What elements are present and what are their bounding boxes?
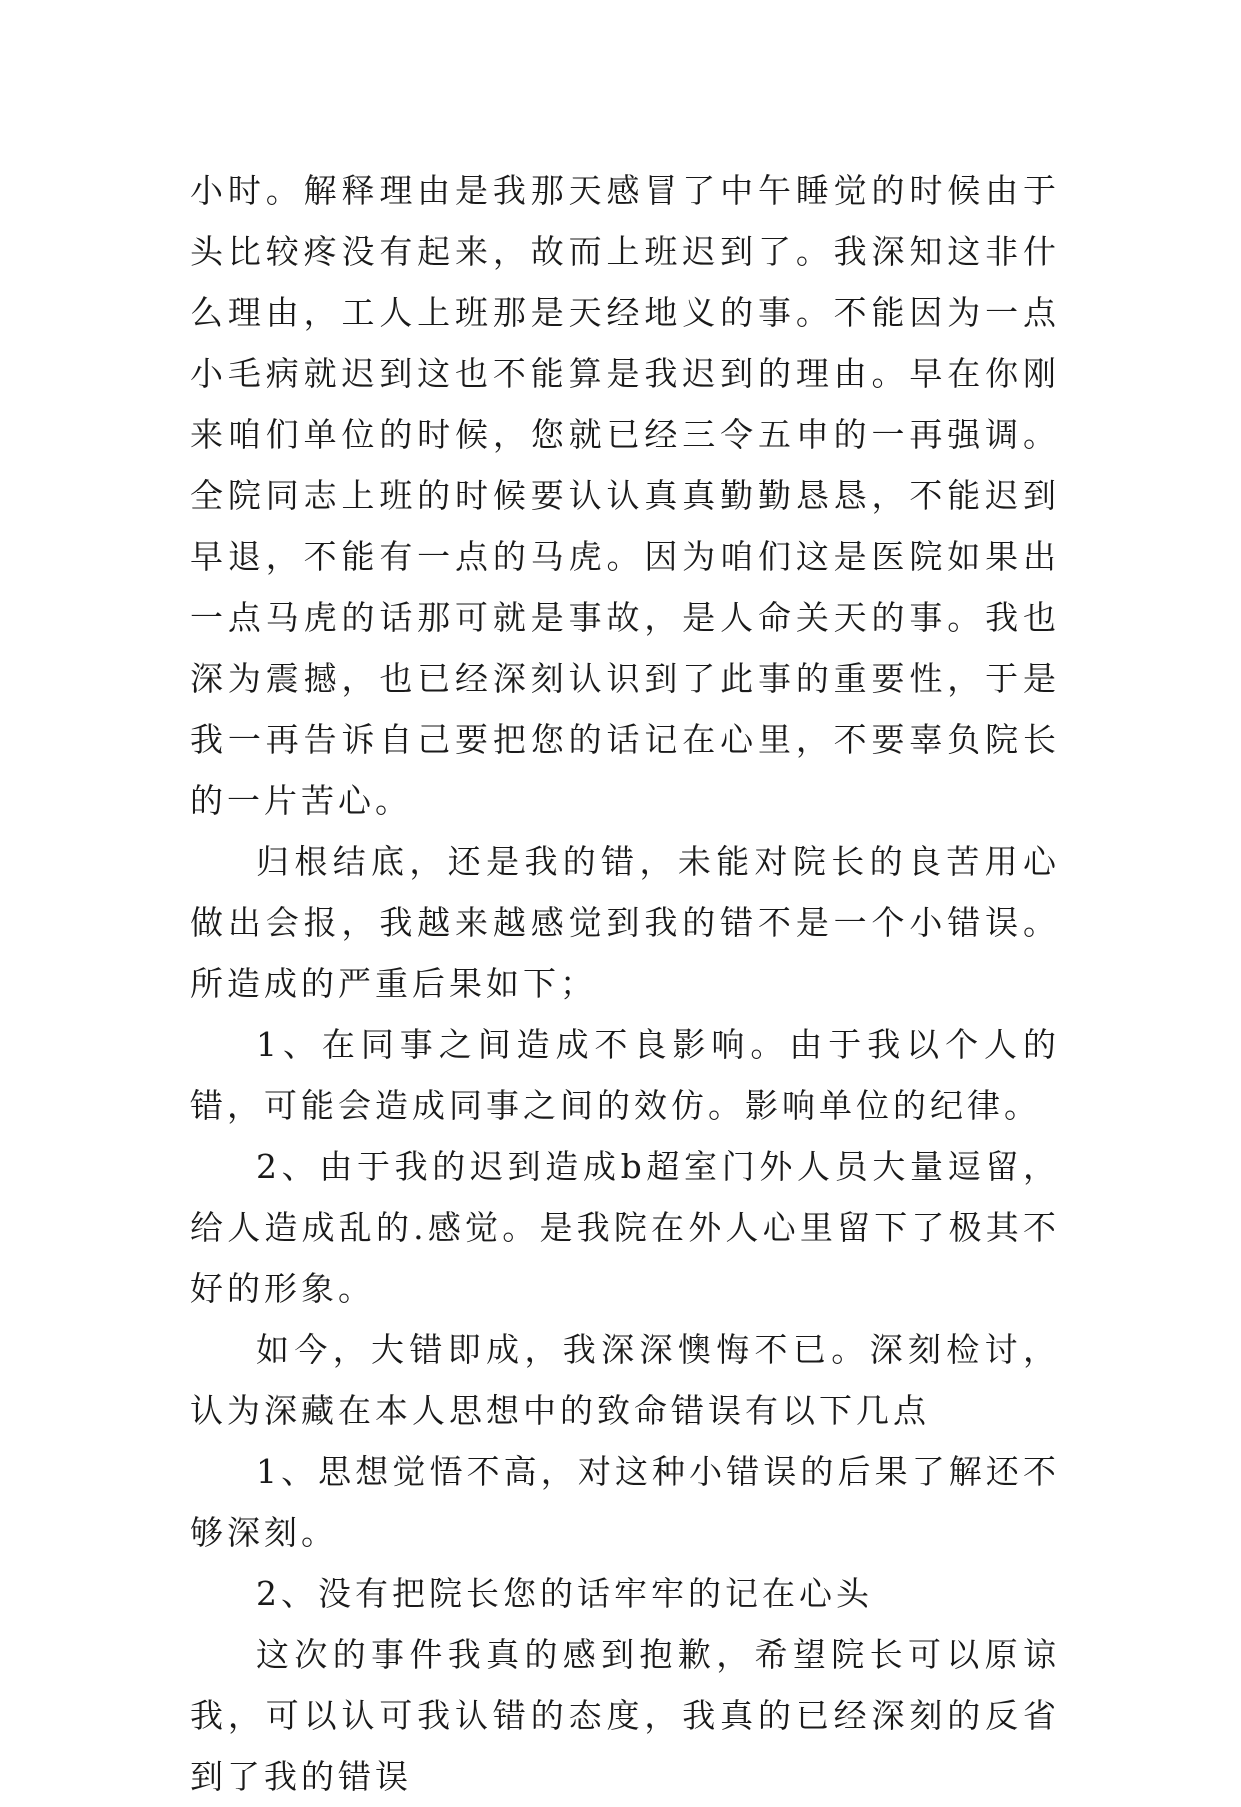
paragraph-1: 小时。解释理由是我那天感冒了中午睡觉的时候由于头比较疼没有起来，故而上班迟到了。我深知这非什么理由，工人上班那是天经地义的事。不能因为一点小毛病就迟到这也不能算是我迟到的理由。早在你刚来咱们单位的时候，您就已经三令五申的一再强调。全院同志上班的时候要认认真真勤勤恳恳，不能迟到早退，不能有一点的马虎。因为咱们这是医院如果出一点马虎的话那可就是事故，是人命关天的事。我也深为震撼，也已经深刻认识到了此事的重要性，于是我一再告诉自己要把您的话记在心里，不要辜负院长的一片苦心。	[190, 171, 1060, 820]
paragraph-3: 1、在同事之间造成不良影响。由于我以个人的错，可能会造成同事之间的效仿。影响单位的纪律。	[190, 1025, 1060, 1125]
paragraph-8: 这次的事件我真的感到抱歉，希望院长可以原谅我，可以认可我认错的态度，我真的已经深刻的反省到了我的错误	[190, 1635, 1060, 1796]
paragraph-7: 2、没有把院长您的话牢牢的记在心头	[256, 1574, 873, 1613]
document-body	[190, 160, 1060, 1807]
paragraph-2: 归根结底，还是我的错，未能对院长的良苦用心做出会报，我越来越感觉到我的错不是一个小错误。所造成的严重后果如下；	[190, 842, 1060, 1003]
paragraph-4: 2、由于我的迟到造成b超室门外人员大量逗留，给人造成乱的.感觉。是我院在外人心里留下了极其不好的形象。	[190, 1147, 1060, 1308]
paragraph-6: 1、思想觉悟不高，对这种小错误的后果了解还不够深刻。	[190, 1452, 1060, 1552]
paragraph-5: 如今，大错即成，我深深懊悔不已。深刻检讨，认为深藏在本人思想中的致命错误有以下几点	[190, 1330, 1060, 1430]
